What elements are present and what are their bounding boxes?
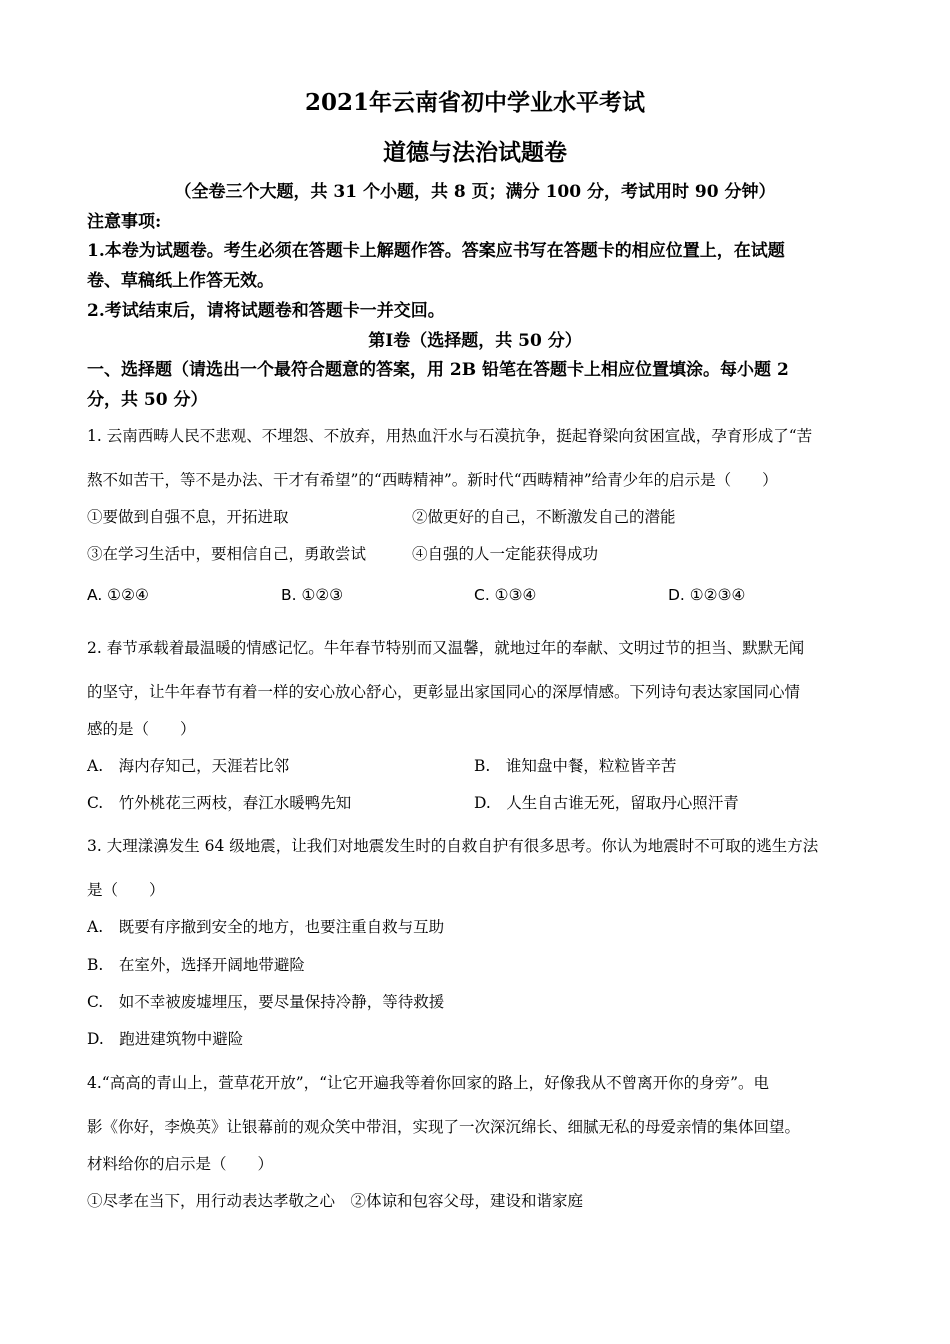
- q1-statement-3: ③在学习生活中，要相信自己，勇敢尝试: [87, 545, 367, 563]
- q4-stem-line-3: 材料给你的启示是（ ）: [87, 1155, 274, 1173]
- q1-statement-4: ④自强的人一定能获得成功: [412, 545, 599, 563]
- exam-info: （全卷三个大题，共 31 个小题，共 8 页；满分 100 分，考试用时 90 分钟）: [174, 182, 776, 202]
- notes-heading: 注意事项:: [87, 212, 162, 232]
- part-heading: 第Ⅰ卷（选择题，共 50 分）: [368, 331, 582, 351]
- note-2: 2.考试结束后，请将试题卷和答题卡一并交回。: [87, 301, 445, 321]
- q1-option-b: B. ①②③: [281, 586, 344, 604]
- q3-option-a: A. 既要有序撤到安全的地方，也要注重自救与互助: [87, 918, 445, 936]
- q4-statements-1-2: ①尽孝在当下，用行动表达孝敬之心 ②体谅和包容父母，建设和谐家庭: [87, 1192, 584, 1210]
- note-1-line-2: 卷、草稿纸上作答无效。: [87, 271, 274, 291]
- q4-stem-line-1: 4.“高高的青山上，萱草花开放”，“让它开遍我等着你回家的路上，好像我从不曾离开你的身旁”。电: [87, 1074, 769, 1092]
- q1-stem-line-1: 1. 云南西畴人民不悲观、不埋怨、不放弃，用热血汗水与石漠抗争，挺起脊梁向贫困宣战，孕育形成了“苦: [87, 427, 813, 445]
- q2-option-a: A. 海内存知己，天涯若比邻: [87, 757, 290, 775]
- q1-option-a: A. ①②④: [87, 586, 149, 604]
- q1-option-d: D. ①②③④: [668, 586, 746, 604]
- section-instructions-line-2: 分，共 50 分）: [87, 390, 208, 410]
- q1-stem-line-2: 熬不如苦干，等不是办法、干才有希望”的“西畴精神”。新时代“西畴精神”给青少年的启示是（ ）: [87, 471, 778, 489]
- q2-stem-line-2: 的坚守，让牛年春节有着一样的安心放心舒心，更彰显出家国同心的深厚情感。下列诗句表达家国同心情: [87, 683, 801, 701]
- q3-option-d: D. 跑进建筑物中避险: [87, 1030, 244, 1048]
- exam-title: 2021年云南省初中学业水平考试: [304, 89, 645, 116]
- q1-statement-1: ①要做到自强不息，开拓进取: [87, 508, 289, 526]
- q1-option-c: C. ①③④: [474, 586, 537, 604]
- q1-statement-2: ②做更好的自己，不断激发自己的潜能: [412, 508, 676, 526]
- q2-option-d: D. 人生自古谁无死，留取丹心照汗青: [474, 794, 739, 812]
- exam-subtitle: 道德与法治试题卷: [383, 139, 567, 166]
- q3-option-b: B. 在室外，选择开阔地带避险: [87, 956, 305, 974]
- q2-option-b: B. 谁知盘中餐，粒粒皆辛苦: [474, 757, 677, 775]
- section-instructions-line-1: 一、选择题（请选出一个最符合题意的答案，用 2B 铅笔在答题卡上相应位置填涂。每小题 2: [87, 360, 789, 380]
- q2-stem-line-1: 2. 春节承载着最温暖的情感记忆。牛年春节特别而又温馨，就地过年的奉献、文明过节的担当、默默无闻: [87, 639, 805, 657]
- q2-stem-line-3: 感的是（ ）: [87, 720, 196, 738]
- q4-stem-line-2: 影《你好，李焕英》让银幕前的观众笑中带泪，实现了一次深沉绵长、细腻无私的母爱亲情的集体回望。: [87, 1118, 801, 1136]
- q3-option-c: C. 如不幸被废墟埋压，要尽量保持冷静，等待救援: [87, 993, 445, 1011]
- q3-stem-line-2: 是（ ）: [87, 881, 165, 899]
- note-1-line-1: 1.本卷为试题卷。考生必须在答题卡上解题作答。答案应书写在答题卡的相应位置上，在试题: [87, 241, 785, 261]
- q2-option-c: C. 竹外桃花三两枝，春江水暖鸭先知: [87, 794, 352, 812]
- q3-stem-line-1: 3. 大理漾濞发生 64 级地震，让我们对地震发生时的自救自护有很多思考。你认为地震时不可取的逃生方法: [87, 837, 819, 855]
